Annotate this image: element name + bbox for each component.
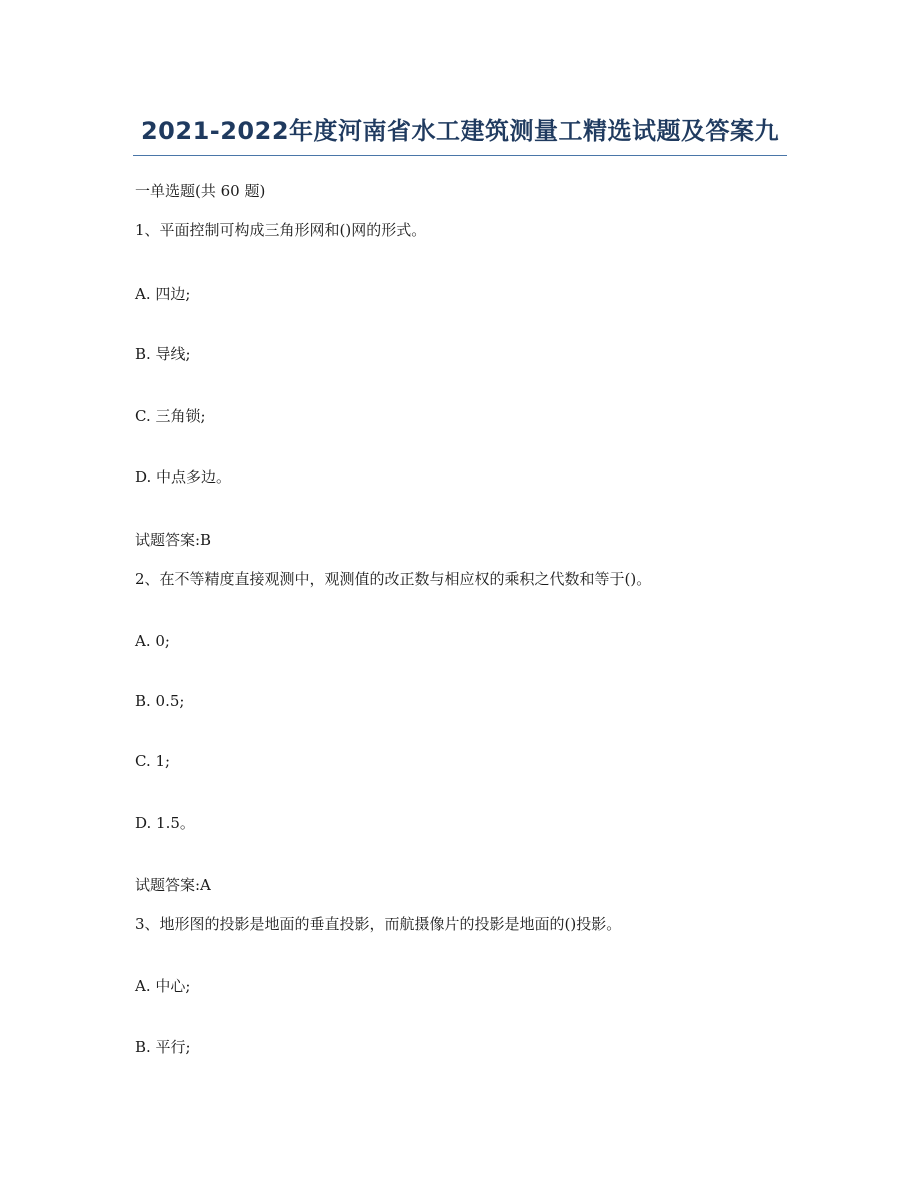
question-1-option-c: C. 三角锁; <box>135 407 206 425</box>
question-1-answer: 试题答案:B <box>135 531 212 549</box>
question-3-option-a: A. 中心; <box>135 977 191 995</box>
question-1-option-b: B. 导线; <box>135 345 191 363</box>
question-2-option-d: D. 1.5。 <box>135 814 195 832</box>
section-heading: 一单选题(共 60 题) <box>135 182 266 200</box>
question-2-option-c: C. 1; <box>135 752 171 770</box>
question-3-stem: 3、地形图的投影是地面的垂直投影，而航摄像片的投影是地面的()投影。 <box>135 915 622 933</box>
question-1-option-d: D. 中点多边。 <box>135 468 232 486</box>
question-1-stem: 1、平面控制可构成三角形网和()网的形式。 <box>135 221 427 239</box>
title-underline <box>133 155 787 156</box>
question-2-option-b: B. 0.5; <box>135 692 185 710</box>
question-2-answer: 试题答案:A <box>135 876 211 894</box>
question-3-option-b: B. 平行; <box>135 1038 191 1056</box>
question-1-option-a: A. 四边; <box>135 285 191 303</box>
page-title: 2021-2022年度河南省水工建筑测量工精选试题及答案九 <box>140 117 780 145</box>
question-2-option-a: A. 0; <box>135 632 170 650</box>
question-2-stem: 2、在不等精度直接观测中，观测值的改正数与相应权的乘积之代数和等于()。 <box>135 570 652 588</box>
